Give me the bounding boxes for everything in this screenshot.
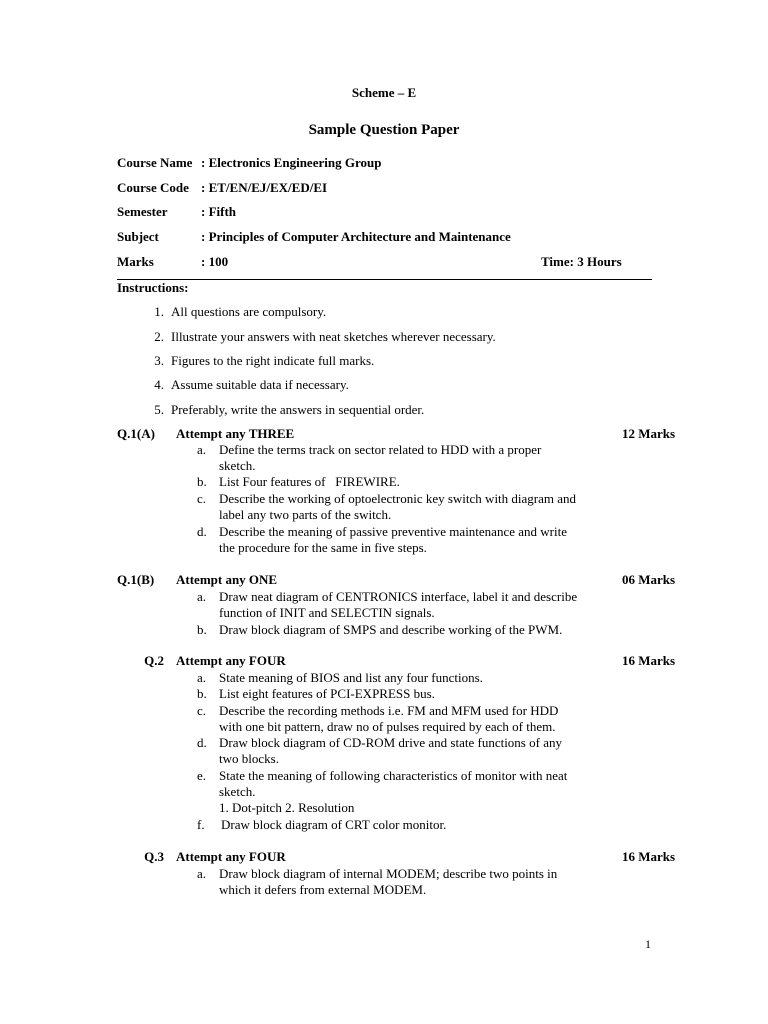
question-number: Q.1(B) (117, 572, 155, 587)
marks-label: Marks (117, 254, 154, 269)
item-text: Draw block diagram of SMPS and describe working of the PWM. (219, 622, 563, 637)
item-text: function of INIT and SELECTIN signals. (219, 605, 435, 620)
item-letter: e. (197, 768, 207, 783)
question-marks: 16 Marks (622, 653, 676, 668)
item-text: which it defers from external MODEM. (219, 882, 427, 897)
item-text: Describe the meaning of passive preventive maintenance and write (219, 524, 567, 539)
item-text: State meaning of BIOS and list any four functions. (219, 670, 483, 685)
item-text: List eight features of PCI-EXPRESS bus. (219, 686, 435, 701)
question-title: Attempt any THREE (176, 426, 295, 441)
question-title: Attempt any FOUR (176, 849, 286, 864)
semester-label: Semester (117, 204, 168, 219)
question-number: Q.3 (144, 849, 164, 864)
instruction-number: 4. (154, 377, 164, 392)
item-letter: b. (197, 622, 207, 637)
subject-label: Subject (117, 229, 159, 244)
instruction-text: Figures to the right indicate full marks. (171, 353, 375, 368)
question-number: Q.1(A) (117, 426, 155, 441)
item-text: the procedure for the same in five steps. (219, 540, 427, 555)
question-title: Attempt any FOUR (176, 653, 286, 668)
item-text: 1. Dot-pitch 2. Resolution (219, 800, 355, 815)
scheme-label: Scheme – E (351, 85, 417, 100)
item-text: Draw block diagram of CRT color monitor. (221, 817, 447, 832)
item-letter: b. (197, 474, 207, 489)
time-label: Time: 3 Hours (541, 254, 622, 269)
question-marks: 16 Marks (622, 849, 676, 864)
item-letter: a. (197, 670, 207, 685)
item-text: Draw block diagram of internal MODEM; describe two points in (219, 866, 558, 881)
item-letter: b. (197, 686, 207, 701)
item-text: sketch. (219, 458, 256, 473)
page-number: 1 (645, 937, 651, 951)
course-name-label: Course Name (117, 155, 193, 170)
header-divider (117, 279, 652, 280)
course-code-value: : ET/EN/EJ/EX/ED/EI (201, 180, 328, 195)
item-letter: d. (197, 524, 207, 539)
item-letter: f. (197, 817, 205, 832)
course-name-value: : Electronics Engineering Group (201, 155, 382, 170)
item-letter: d. (197, 735, 207, 750)
question-marks: 06 Marks (622, 572, 676, 587)
instruction-number: 2. (154, 329, 164, 344)
item-text: Define the terms track on sector related to HDD with a proper (219, 442, 542, 457)
question-number: Q.2 (144, 653, 164, 668)
item-text: two blocks. (219, 751, 279, 766)
course-code-label: Course Code (117, 180, 189, 195)
instruction-text: Preferably, write the answers in sequential order. (171, 402, 425, 417)
item-letter: c. (197, 703, 207, 718)
item-letter: a. (197, 589, 207, 604)
instruction-text: Assume suitable data if necessary. (171, 377, 349, 392)
item-text: List Four features of FIREWIRE. (219, 474, 400, 489)
item-text: State the meaning of following characteristics of monitor with neat (219, 768, 568, 783)
marks-value: : 100 (201, 254, 229, 269)
instruction-number: 1. (154, 304, 164, 319)
item-text: Draw block diagram of CD-ROM drive and state functions of any (219, 735, 562, 750)
instruction-text: Illustrate your answers with neat sketches wherever necessary. (171, 329, 496, 344)
item-text: Draw neat diagram of CENTRONICS interface, label it and describe (219, 589, 578, 604)
subject-value: : Principles of Computer Architecture and Maintenance (201, 229, 511, 244)
instruction-text: All questions are compulsory. (171, 304, 327, 319)
question-marks: 12 Marks (622, 426, 676, 441)
question-title: Attempt any ONE (176, 572, 278, 587)
item-text: Describe the working of optoelectronic key switch with diagram and (219, 491, 577, 506)
item-letter: a. (197, 442, 207, 457)
instructions-heading: Instructions: (117, 280, 189, 295)
semester-value: : Fifth (201, 204, 237, 219)
item-text: sketch. (219, 784, 256, 799)
item-text: Describe the recording methods i.e. FM and MFM used for HDD (219, 703, 559, 718)
instruction-number: 3. (154, 353, 164, 368)
instruction-number: 5. (154, 402, 164, 417)
item-text: label any two parts of the switch. (219, 507, 392, 522)
page-title: Sample Question Paper (308, 122, 460, 138)
item-letter: c. (197, 491, 207, 506)
item-text: with one bit pattern, draw no of pulses required by each of them. (219, 719, 556, 734)
item-letter: a. (197, 866, 207, 881)
